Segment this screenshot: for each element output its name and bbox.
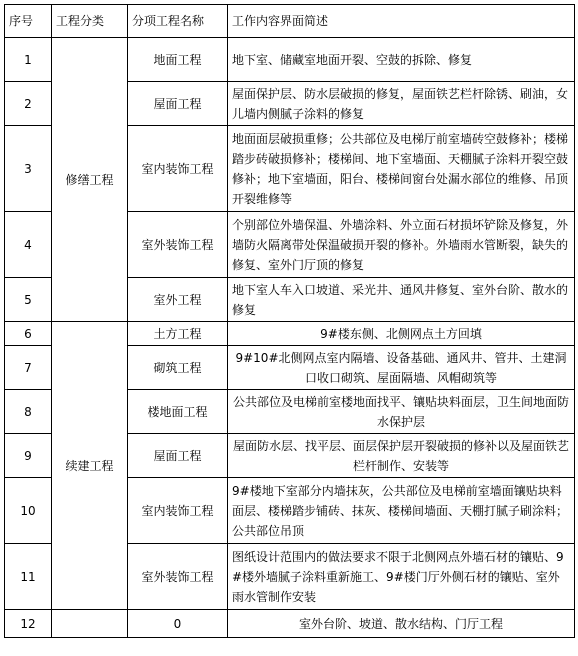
header-description: 工作内容界面简述 [228, 5, 575, 38]
table-row [5, 322, 575, 346]
sub-item-cell: 屋面工程 [128, 434, 228, 478]
sub-item-cell: 砌筑工程 [128, 346, 228, 390]
sub-item-cell: 楼地面工程 [128, 390, 228, 434]
description-cell: 地下室人车入口坡道、采光井、通风井修复、室外台阶、散水的修复 [228, 278, 575, 322]
header-no: 序号 [5, 5, 52, 38]
description-cell: 9#10#北侧网点室内隔墙、设备基础、通风井、管井、土建洞口收口砌筑、屋面隔墙、风帽砌筑等 [228, 346, 575, 390]
row-no: 4 [5, 212, 52, 278]
row-no: 5 [5, 278, 52, 322]
description-cell: 9#楼地下室部分内墙抹灰，公共部位及电梯前室墙面镶贴块料面层、楼梯踏步铺砖、抹灰、楼梯间墙面、天棚打腻子刷涂料；公共部位吊顶 [228, 478, 575, 544]
sub-item-cell: 0 [128, 610, 228, 638]
sub-item-cell: 屋面工程 [128, 82, 228, 126]
category-cell: 修缮工程 [52, 38, 128, 322]
table-row [5, 610, 575, 638]
description-cell: 室外台阶、坡道、散水结构、门厅工程 [228, 610, 575, 638]
description-cell: 个别部位外墙保温、外墙涂料、外立面石材损坏铲除及修复，外墙防火隔离带处保温破损开裂的修补。外墙雨水管断裂，缺失的修复、室外门厅顶的修复 [228, 212, 575, 278]
sub-item-cell: 室外装饰工程 [128, 212, 228, 278]
row-no: 10 [5, 478, 52, 544]
sub-item-cell: 地面工程 [128, 38, 228, 82]
header-category: 工程分类 [52, 5, 128, 38]
category-cell-empty [52, 610, 128, 638]
row-no: 12 [5, 610, 52, 638]
description-cell: 地面面层破损重修；公共部位及电梯厅前室墙砖空鼓修补；楼梯踏步砖破损修补；楼梯间、地下室墙面、天棚腻子涂料开裂空鼓修补；地下室墙面，阳台、楼梯间窗台处漏水部位的维修、吊顶开裂维修等 [228, 126, 575, 212]
description-cell: 地下室、储藏室地面开裂、空鼓的拆除、修复 [228, 38, 575, 82]
row-no: 11 [5, 544, 52, 610]
header-row [5, 5, 575, 38]
row-no: 2 [5, 82, 52, 126]
sub-item-cell: 土方工程 [128, 322, 228, 346]
row-no: 1 [5, 38, 52, 82]
description-cell: 图纸设计范围内的做法要求不限于北侧网点外墙石材的镶贴、9#楼外墙腻子涂料重新施工、9#楼门厅外侧石材的镶贴、室外雨水管制作安装 [228, 544, 575, 610]
row-no: 8 [5, 390, 52, 434]
work-scope-table [4, 4, 575, 638]
description-cell: 公共部位及电梯前室楼地面找平、镶贴块料面层，卫生间地面防水保护层 [228, 390, 575, 434]
table-row [5, 38, 575, 82]
row-no: 3 [5, 126, 52, 212]
description-cell: 屋面保护层、防水层破损的修复，屋面铁艺栏杆除锈、刷油，女儿墙内侧腻子涂料的修复 [228, 82, 575, 126]
category-cell: 续建工程 [52, 322, 128, 610]
row-no: 6 [5, 322, 52, 346]
sub-item-cell: 室外工程 [128, 278, 228, 322]
row-no: 9 [5, 434, 52, 478]
description-cell: 屋面防水层、找平层、面层保护层开裂破损的修补以及屋面铁艺栏杆制作、安装等 [228, 434, 575, 478]
sub-item-cell: 室内装饰工程 [128, 126, 228, 212]
header-sub-item: 分项工程名称 [128, 5, 228, 38]
row-no: 7 [5, 346, 52, 390]
sub-item-cell: 室外装饰工程 [128, 544, 228, 610]
sub-item-cell: 室内装饰工程 [128, 478, 228, 544]
description-cell: 9#楼东侧、北侧网点土方回填 [228, 322, 575, 346]
